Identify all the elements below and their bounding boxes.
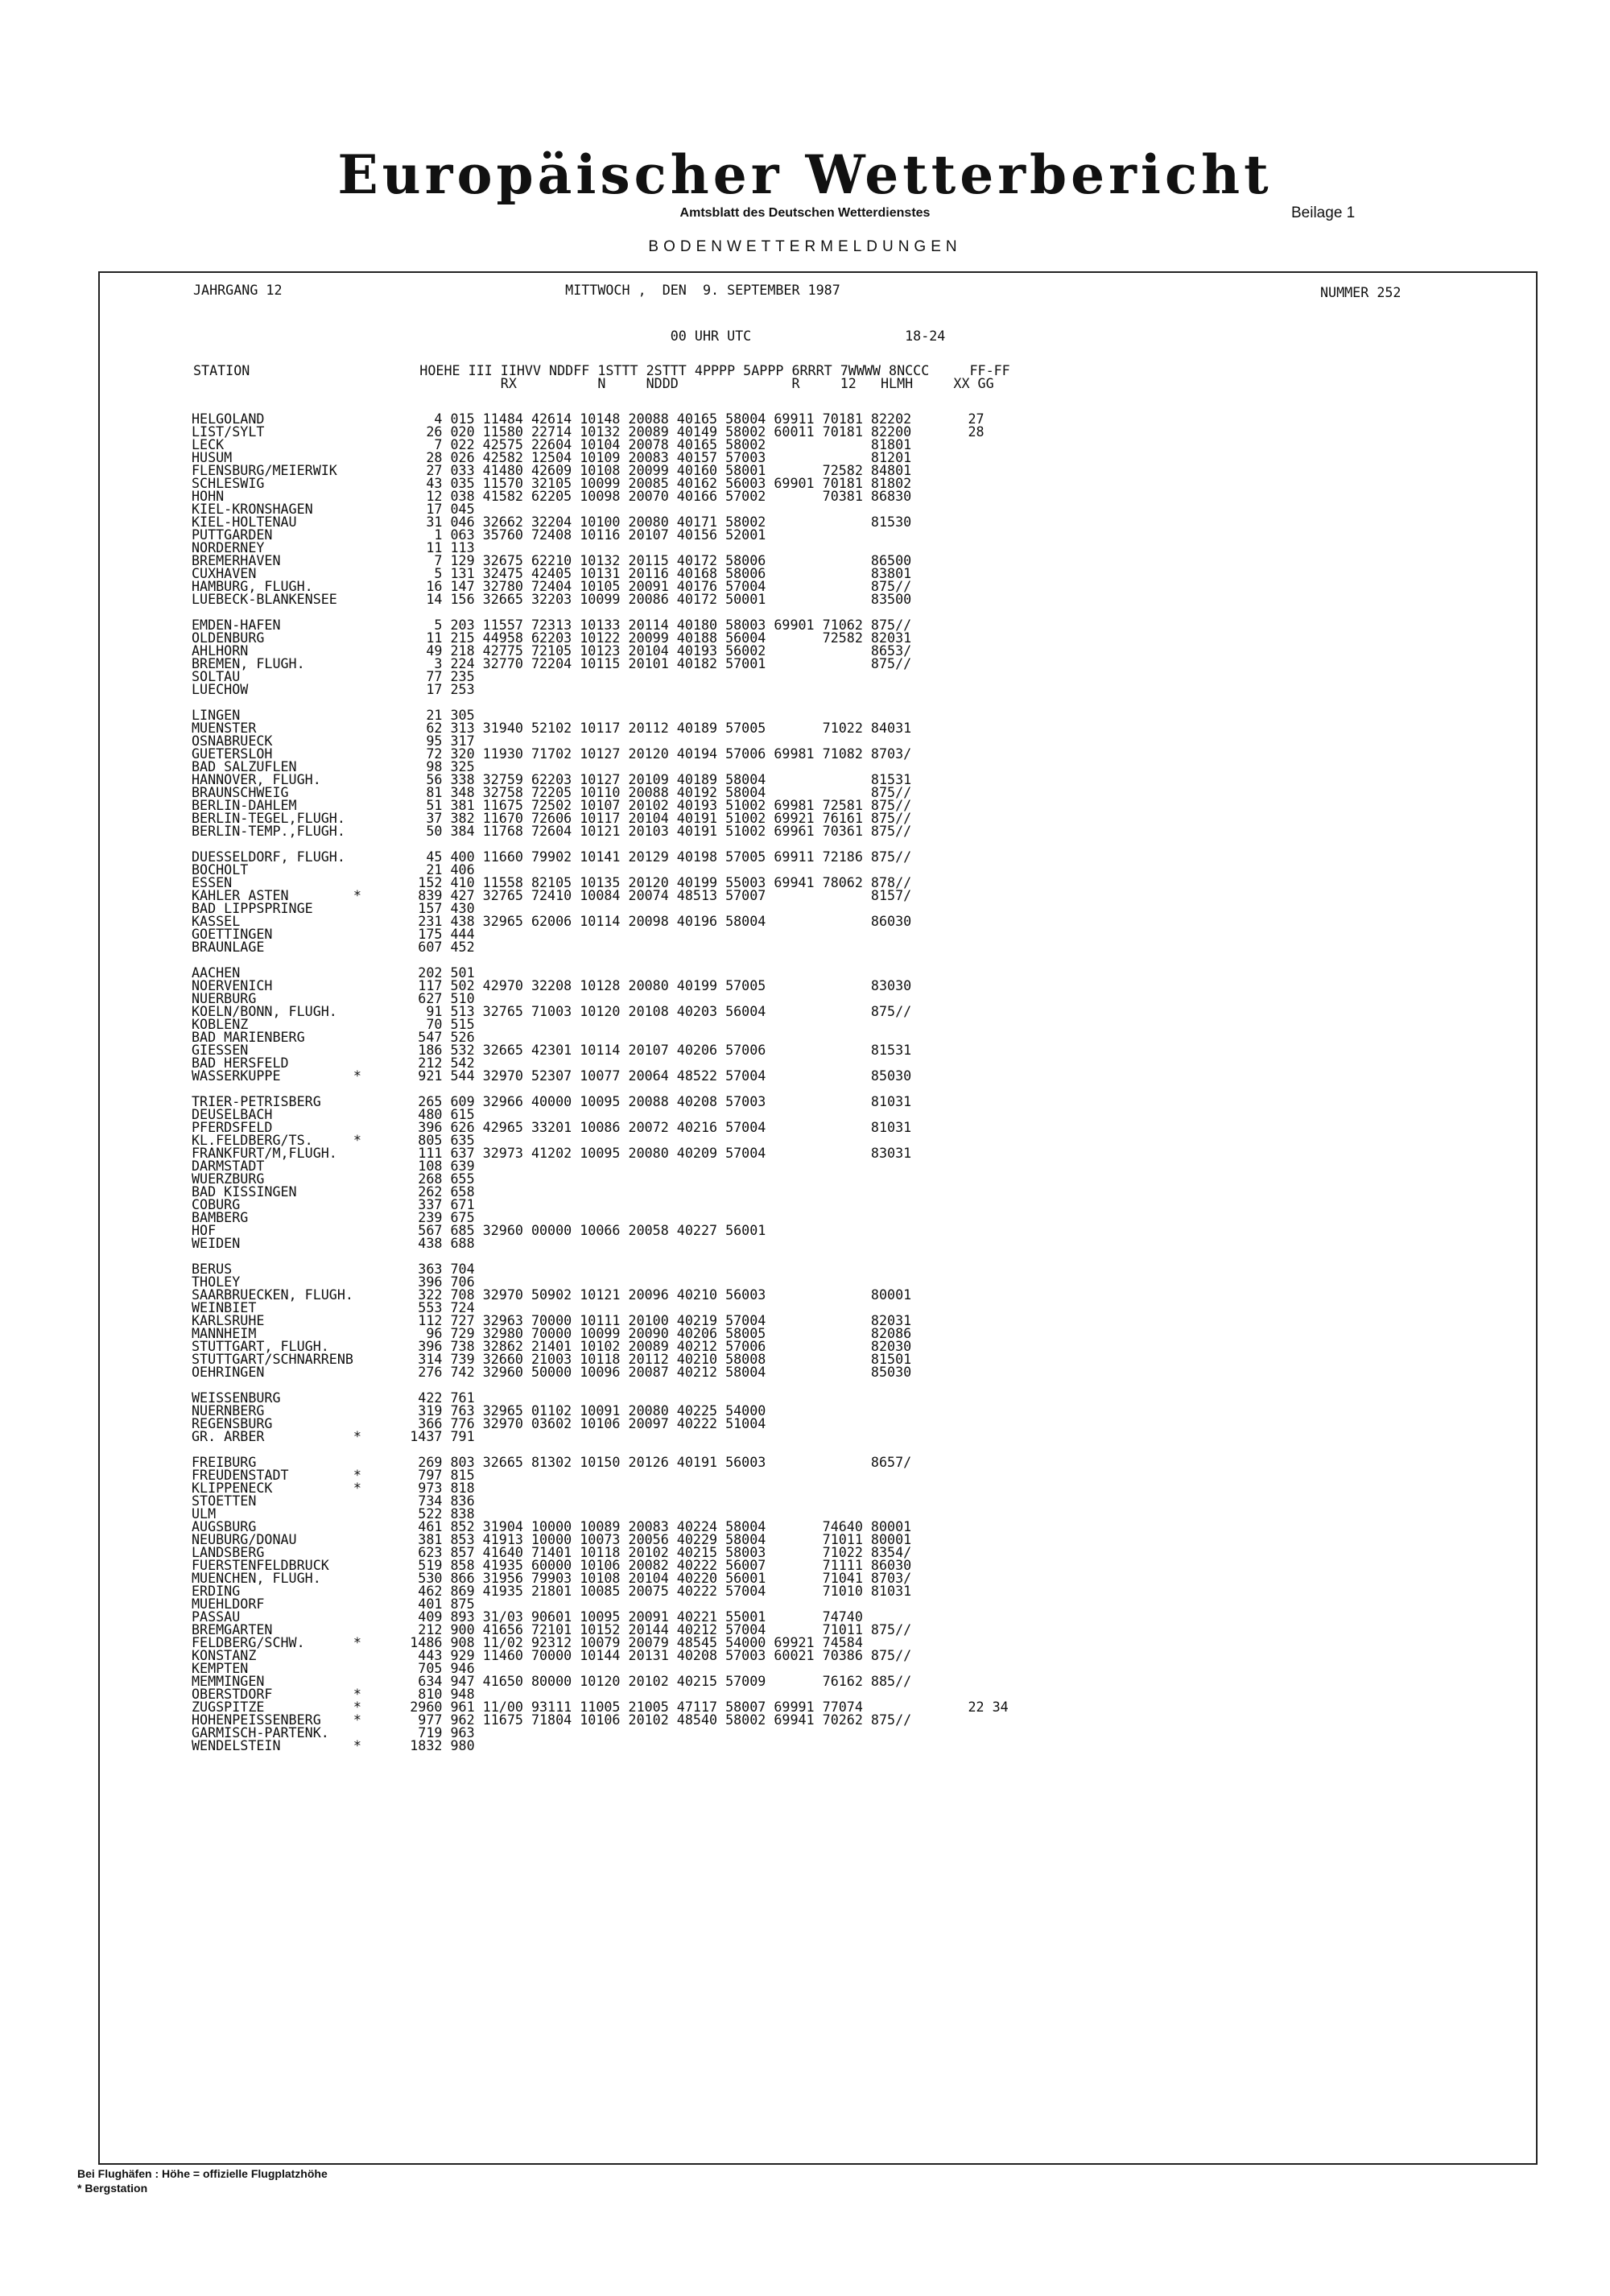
column-header-row-2: RX N NDDD R 12 HLMH XX GG bbox=[193, 375, 994, 391]
station-table: HELGOLAND 4 015 11484 42614 10148 20088 40165 58004 69911 70181 82202 27 LIST/SYLT 26 020 11580 22714 10132 20089 40149 58002 60011 70181 82200 28 LECK 7 022 42575 22604 10104 20078 40165 58002 81801 HUSUM 28 026 42582 12504 10109 20083 40157 57003 81201 FLENSBURG/MEIERWIK 27 033 41480 42609 10108 20099 40160 58001 72582 84801 SCHLESWIG 43 035 11570 32105 10099 20085 40162 56003 69901 70181 81802 HOHN 12 038 41582 62205 10098 20070 40166 57002 70381 86830 KIEL-KRONSHAGEN 17 045 KIEL-HOLTENAU 31 046 32662 32204 10100 20080 40171 58002 81530 PUTTGARDEN 1 063 35760 72408 10116 20107 40156 52001 NORDERNEY 11 113 BREMERHAVEN 7 129 32675 62210 10132 20115 40172 58006 86500 CUXHAVEN 5 131 32475 42405 10131 20116 40168 58006 83801 HAMBURG, FLUGH. 16 147 32780 72404 10105 20091 40176 57004 875// LUEBECK-BLANKENSEE 14 156 32665 32203 10099 20086 40172 50001 83500 EMDEN-HAFEN 5 203 11557 72313 10133 20114 40180 58003 69901 71062 875// OLDENBURG 11 215 44958 62203 10122 20099 40188 56004 72582 82031 AHLHORN 49 218 42775 72105 10123 20104 40193 56002 8653/ BREMEN, FLUGH. 3 224 32770 72204 10115 20101 40182 57001 875// SOLTAU 77 235 LUECHOW 17 253 LINGEN 21 305 MUENSTER 62 313 31940 52102 10117 20112 40189 57005 71022 84031 OSNABRUECK 95 317 GUETERSLOH 72 320 11930 71702 10127 20120 40194 57006 69981 71082 8703/ BAD SALZUFLEN 98 325 HANNOVER, FLUGH. 56 338 32759 62203 10127 20109 40189 58004 81531 BRAUNSCHWEIG 81 348 32758 72205 10110 20088 40192 58004 875// BERLIN-DAHLEM 51 381 11675 72502 10107 20102 40193 51002 69981 72581 875// BERLIN-TEGEL,FLUGH. 37 382 11670 72606 10117 20104 40191 51002 69921 76161 875// BERLIN-TEMP.,FLUGH. 50 384 11768 72604 10121 20103 40191 51002 69961 70361 875// DUESSELDORF, FLUGH. 45 400 11660 79902 10141 20129 40198 57005 69911 72186 875// BOCHOLT 21 406 ESSEN 152 410 11558 82105 10135 20120 40199 55003 69941 78062 878// KAHLER ASTEN * 839 427 32765 72410 10084 20074 48513 57007 8157/ BAD LIPPSPRINGE 157 430 KASSEL 231 438 32965 62006 10114 20098 40196 58004 86030 GOETTINGEN 175 444 BRAUNLAGE 607 452 AACHEN 202 501 NOERVENICH 117 502 42970 32208 10128 20080 40199 57005 83030 NUERBURG 627 510 KOELN/BONN, FLUGH. 91 513 32765 71003 10120 20108 40203 56004 875// KOBLENZ 70 515 BAD MARIENBERG 547 526 GIESSEN 186 532 32665 42301 10114 20107 40206 57006 81531 BAD HERSFELD 212 542 WASSERKUPPE * 921 544 32970 52307 10077 20064 48522 57004 85030 TRIER-PETRISBERG 265 609 32966 40000 10095 20088 40208 57003 81031 DEUSELBACH 480 615 PFERDSFELD 396 626 42965 33201 10086 20072 40216 57004 81031 KL.FELDBERG/TS. * 805 635 FRANKFURT/M,FLUGH. 111 637 32973 41202 10095 20080 40209 57004 83031 DARMSTADT 108 639 WUERZBURG 268 655 BAD KISSINGEN 262 658 COBURG 337 671 BAMBERG 239 675 HOF 567 685 32960 00000 10066 20058 40227 56001 WEIDEN 438 688 BERUS 363 704 THOLEY 396 706 SAARBRUECKEN, FLUGH. 322 708 32970 50902 10121 20096 40210 56003 80001 WEINBIET 553 724 KARLSRUHE 112 727 32963 70000 10111 20100 40219 57004 82031 MANNHEIM 96 729 32980 70000 10099 20090 40206 58005 82086 STUTTGART, FLUGH. 396 738 32862 21401 10102 20089 40212 57006 82030 STUTTGART/SCHNARRENB 314 739 32660 21003 10118 20112 40210 58008 81501 OEHRINGEN 276 742 32960 50000 10096 20087 40212 58004 85030 WEISSENBURG 422 761 NUERNBERG 319 763 32965 01102 10091 20080 40225 54000 REGENSBURG 366 776 32970 03602 10106 20097 40222 51004 GR. ARBER * 1437 791 FREIBURG 269 803 32665 81302 10150 20126 40191 56003 8657/ FREUDENSTADT * 797 815 KLIPPENECK * 973 818 STOETTEN 734 836 ULM 522 838 AUGSBURG 461 852 31904 10000 10089 20083 40224 58004 74640 80001 NEUBURG/DONAU 381 853 41913 10000 10073 20056 40229 58004 71011 80001 LANDSBERG 623 857 41640 71401 10118 20102 40215 58003 71022 8354/ FUERSTENFELDBRUCK 519 858 41935 60000 10106 20082 40222 56007 71111 86030 MUENCHEN, FLUGH. 530 866 31956 79903 10108 20104 40220 56001 71041 8703/ ERDING 462 869 41935 21801 10085 20075 40222 57004 71010 81031 MUEHLDORF 401 875 PASSAU 409 893 31/03 90601 10095 20091 40221 55001 74740 BREMGARTEN 212 900 41656 72101 10152 20144 40212 57004 71011 875// FELDBERG/SCHW. * 1486 908 11/02 92312 10079 20079 48545 54000 69921 74584 KONSTANZ 443 929 11460 70000 10144 20131 40208 57003 60021 70386 875// KEMPTEN 705 946 MEMMINGEN 634 947 41650 80000 10120 20102 40215 57009 76162 885// OBERSTDORF * 810 948 ZUGSPITZE * 2960 961 11/00 93111 11005 21005 47117 58007 69991 77074 22 34 HOHENPEISSENBERG * 977 962 11675 71804 10106 20102 48540 58002 69941 70262 875// GARMISCH-PARTENK. 719 963 WENDELSTEIN * 1832 980 bbox=[192, 411, 1009, 1753]
footnote-airports: Bei Flughäfen : Höhe = offizielle Flugplatzhöhe bbox=[77, 2167, 328, 2180]
issue-number: NUMMER 252 bbox=[1320, 284, 1402, 300]
column-header-row-1: STATION HOEHE III IIHVV NDDFF 1STTT 2STTT 4PPPP 5APPP 6RRRT 7WWWW 8NCCC FF-FF bbox=[193, 362, 1010, 378]
issue-line: JAHRGANG 12 MITTWOCH , DEN 9. SEPTEMBER 1987 bbox=[193, 282, 840, 298]
beilage-label: Beilage 1 bbox=[1291, 204, 1356, 221]
section-title: BODENWETTERMELDUNGEN bbox=[648, 238, 962, 255]
page-title: Europäischer Wetterbericht bbox=[337, 143, 1273, 206]
column-headers bbox=[193, 364, 1010, 390]
subtitle: Amtsblatt des Deutschen Wetterdienstes bbox=[679, 206, 931, 220]
footnote-mountain: * Bergstation bbox=[77, 2182, 148, 2195]
time-header: 00 UHR UTC 18-24 bbox=[193, 328, 946, 344]
